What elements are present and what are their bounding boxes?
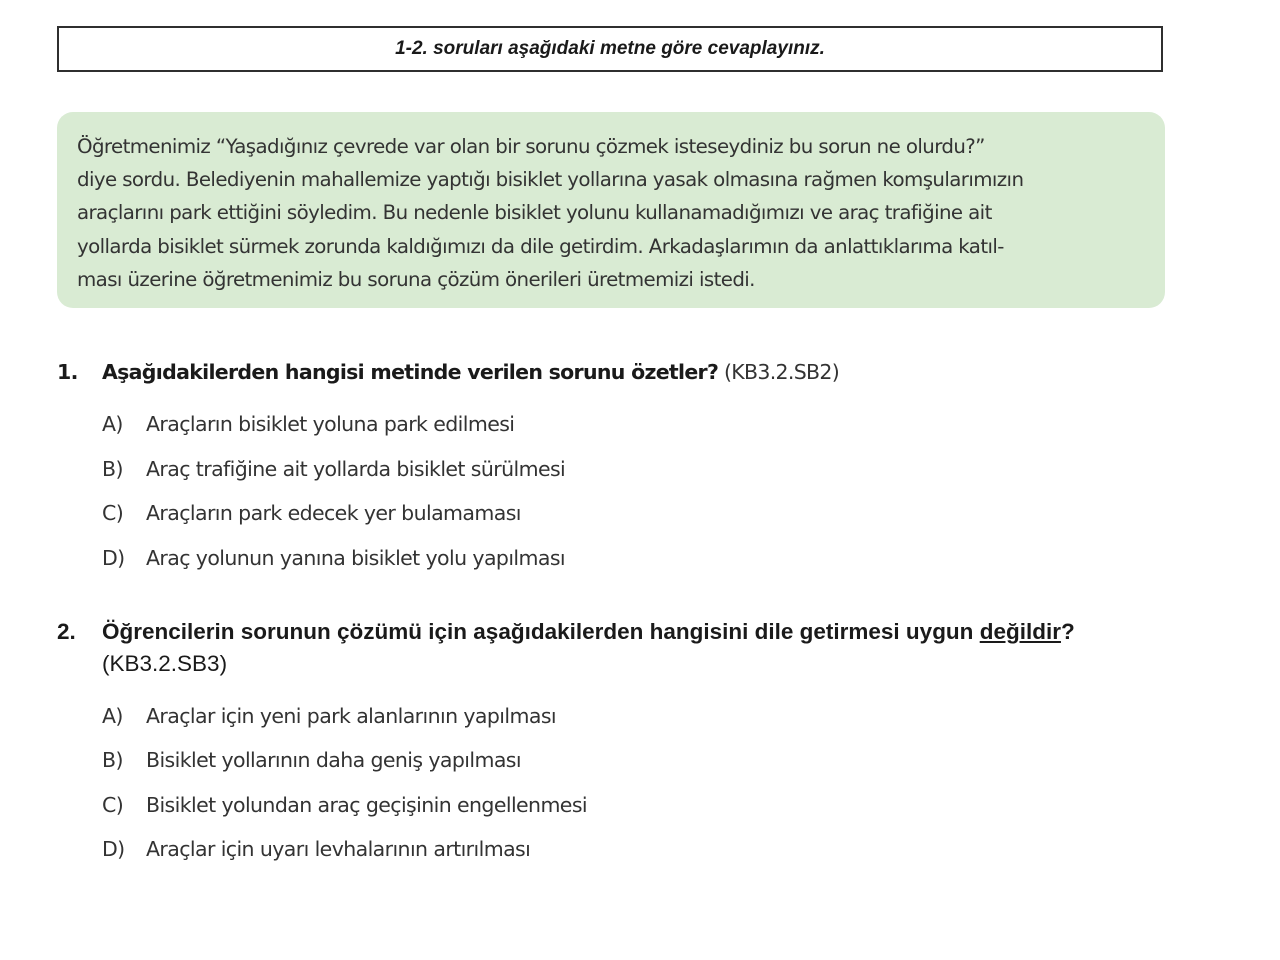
passage-line: yollarda bisiklet sürmek zorunda kaldığımızı da dile getirdim. Arkadaşlarımın da anlattıklarıma katıl- <box>77 234 1004 258</box>
option-text: Araç yolunun yanına bisiklet yolu yapılması <box>146 546 566 570</box>
option-letter: A) <box>102 704 123 728</box>
option-letter: A) <box>102 412 123 436</box>
question-1-option-a[interactable] <box>102 410 514 438</box>
question-2-option-a[interactable] <box>102 702 556 730</box>
question-1-option-b[interactable] <box>102 455 565 483</box>
question-1-code: (KB3.2.SB2) <box>723 360 840 384</box>
option-letter: C) <box>102 501 124 525</box>
option-text: Araçlar için uyarı levhalarının artırılması <box>146 837 531 861</box>
passage-line: Öğretmenimiz “Yaşadığınız çevrede var olan bir sorunu çözmek isteseydiniz bu sorun ne olurdu?” <box>77 135 985 158</box>
option-letter: C) <box>102 793 124 817</box>
question-2-number: 2. <box>57 619 76 644</box>
instruction-text: 1-2. soruları aşağıdaki metne göre cevaplayınız. <box>395 38 825 59</box>
question-2-mark: ? <box>1060 619 1075 644</box>
question-1-option-d[interactable] <box>102 544 565 572</box>
option-text: Bisiklet yolundan araç geçişinin engellenmesi <box>146 793 587 817</box>
option-letter: B) <box>102 457 123 481</box>
option-text: Araçlar için yeni park alanlarının yapılması <box>146 704 556 728</box>
instruction-header <box>57 26 1163 72</box>
question-2-code: (KB3.2.SB3) <box>102 651 228 676</box>
question-1-number: 1. <box>57 360 78 384</box>
question-2-option-d[interactable] <box>102 835 530 863</box>
option-letter: D) <box>102 837 125 861</box>
option-text: Araçların bisiklet yoluna park edilmesi <box>146 412 515 436</box>
option-text: Bisiklet yollarının daha geniş yapılması <box>146 748 521 772</box>
passage-line: ması üzerine öğretmenimiz bu soruna çözüm önerileri üretmemizi istedi. <box>77 267 755 291</box>
question-2-emphasis: değildir <box>979 619 1061 644</box>
question-1-text: Aşağıdakilerden hangisi metinde verilen sorunu özetler? <box>102 360 719 384</box>
question-2-option-b[interactable] <box>102 746 521 774</box>
reading-passage <box>57 112 1165 308</box>
question-1-option-c[interactable] <box>102 499 521 527</box>
option-letter: B) <box>102 748 123 772</box>
option-text: Araç trafiğine ait yollarda bisiklet sürülmesi <box>146 457 566 481</box>
passage-line: araçlarını park ettiğini söyledim. Bu nedenle bisiklet yolunu kullanamadığımızı ve araç trafiğine ait <box>77 201 992 225</box>
question-2-option-c[interactable] <box>102 791 587 819</box>
question-1-stem <box>57 358 839 386</box>
question-2-stem <box>57 616 1075 648</box>
option-letter: D) <box>102 546 125 570</box>
passage-line: diye sordu. Belediyenin mahallemize yaptığı bisiklet yollarına yasak olmasına rağmen komşularımızın <box>77 168 1024 192</box>
question-2-text: Öğrencilerin sorunun çözümü için aşağıdakilerden hangisini dile getirmesi uygun <box>102 619 974 644</box>
option-text: Araçların park edecek yer bulamaması <box>146 501 521 525</box>
